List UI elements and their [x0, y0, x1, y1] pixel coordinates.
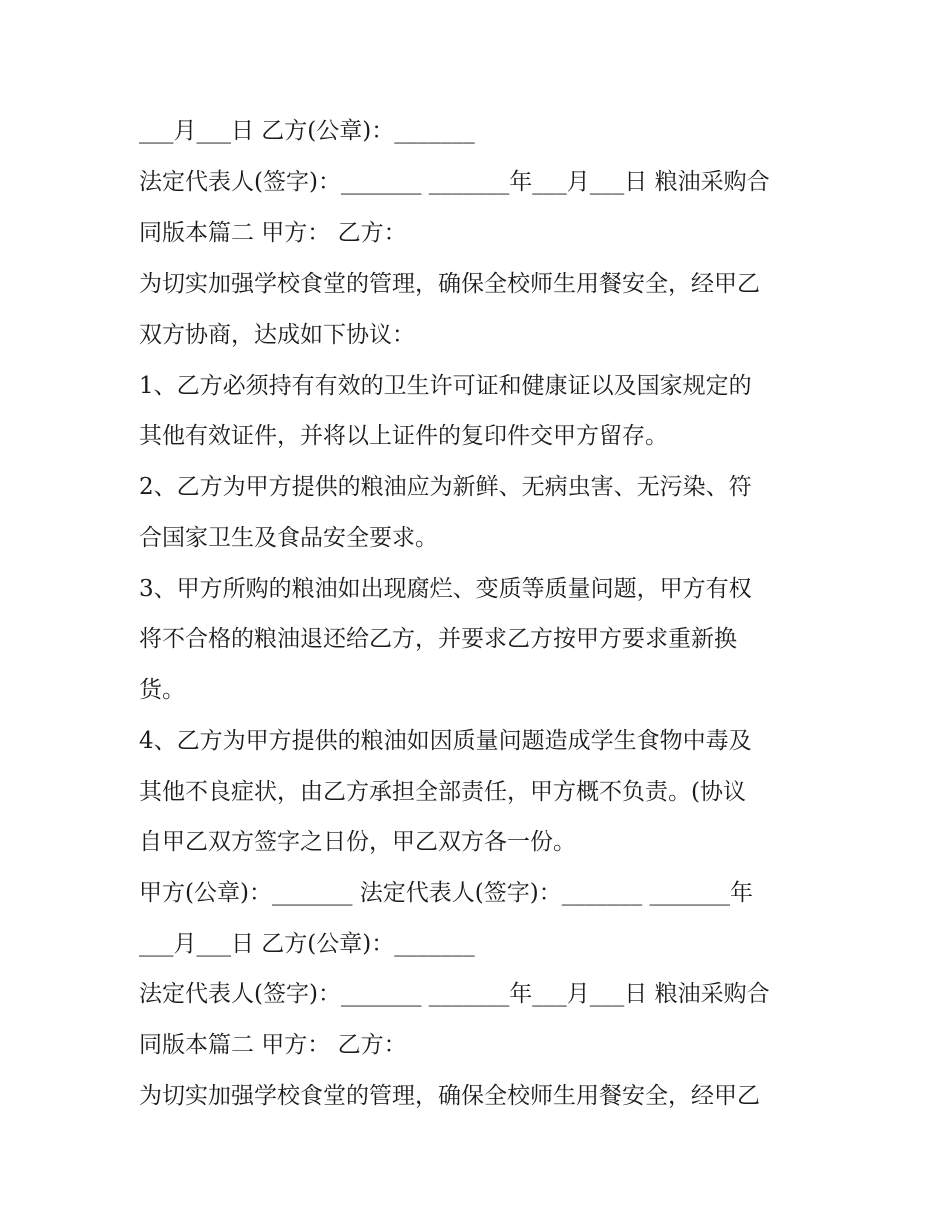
text-line: ___月___日 乙方(公章)：_______	[139, 931, 475, 957]
text-line: 将不合格的粮油退还给乙方，并要求乙方按甲方要求重新换	[139, 626, 737, 652]
text-line: 同版本篇二 甲方： 乙方：	[139, 1032, 407, 1058]
text-line: 为切实加强学校食堂的管理，确保全校师生用餐安全，经甲乙	[139, 271, 760, 297]
text-line: 甲方(公章)：_______ 法定代表人(签字)：_______ _______年	[139, 880, 754, 906]
text-line: 合国家卫生及食品安全要求。	[139, 525, 438, 551]
text-line: 1、乙方必须持有有效的卫生许可证和健康证以及国家规定的	[139, 373, 752, 399]
text-line: 2、乙方为甲方提供的粮油应为新鲜、无病虫害、无污染、符	[139, 474, 752, 500]
text-line: 为切实加强学校食堂的管理，确保全校师生用餐安全，经甲乙	[139, 1083, 760, 1109]
text-line: 货。	[139, 677, 185, 703]
text-line: ___月___日 乙方(公章)：_______	[139, 118, 475, 144]
text-line: 同版本篇二 甲方： 乙方：	[139, 220, 407, 246]
text-line: 其他有效证件，并将以上证件的复印件交甲方留存。	[139, 423, 668, 449]
text-line: 双方协商，达成如下协议：	[139, 322, 415, 348]
text-line: 3、甲方所购的粮油如出现腐烂、变质等质量问题，甲方有权	[139, 576, 752, 602]
text-line: 4、乙方为甲方提供的粮油如因质量问题造成学生食物中毒及	[139, 728, 752, 754]
text-line: 法定代表人(签字)：_______ _______年___月___日 粮油采购合	[139, 169, 770, 195]
text-line: 法定代表人(签字)：_______ _______年___月___日 粮油采购合	[139, 981, 770, 1007]
text-line: 自甲乙双方签字之日份，甲乙双方各一份。	[139, 829, 576, 855]
text-line: 其他不良症状，由乙方承担全部责任，甲方概不负责。(协议	[139, 779, 746, 805]
